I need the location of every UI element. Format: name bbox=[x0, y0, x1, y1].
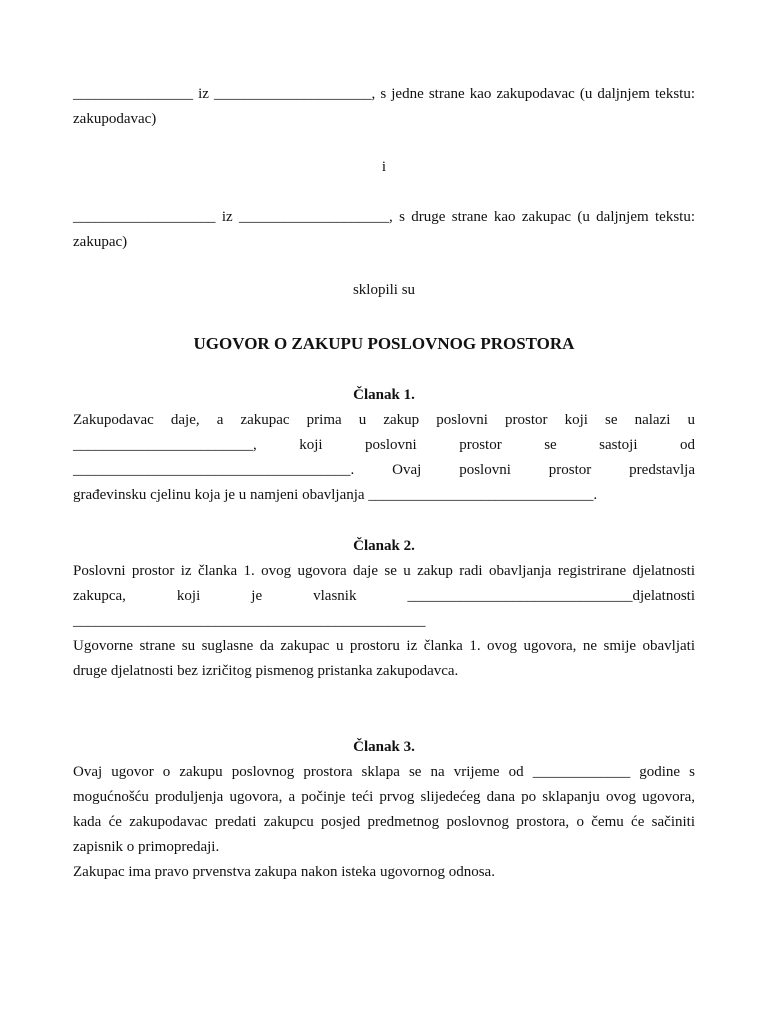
article-3-line: zapisnik o primopredaji. bbox=[73, 839, 220, 855]
concluded-text: sklopili su bbox=[352, 282, 416, 298]
article-3-line: Zakupac ima pravo prvenstva zakupa nakon isteka ugovornog odnosa. bbox=[73, 864, 495, 880]
article-2-line: Poslovni prostor iz članka 1. ovog ugovora daje se u zakup radi obavljanja registrirane djelatnosti bbox=[73, 563, 695, 579]
article-1-body bbox=[73, 408, 695, 508]
lessee-line: ___________________ iz ____________________, s druge strane kao zakupac (u daljnjem tekstu: bbox=[73, 209, 695, 225]
article-3-line: mogućnošću produljenja ugovora, a počinje teći prvog slijedećeg dana po sklapanju ovog ugovora, bbox=[73, 789, 695, 805]
lessor-line: ________________ iz _____________________, s jedne strane kao zakupodavac (u daljnjem tekstu: bbox=[73, 86, 695, 102]
article-1-heading: Članak 1. bbox=[353, 387, 415, 403]
article-3-heading: Članak 3. bbox=[353, 739, 415, 755]
article-1-line: građevinsku cjelinu koja je u namjeni obavljanja ______________________________. bbox=[73, 487, 598, 503]
article-1-line: Zakupodavac daje, a zakupac prima u zakup poslovni prostor koji se nalazi u bbox=[73, 412, 695, 428]
article-1-line: _____________________________________. Ovaj poslovni prostor predstavlja bbox=[73, 462, 695, 478]
article-1-line: ________________________, koji poslovni prostor se sastoji od bbox=[73, 437, 695, 453]
document-title: UGOVOR O ZAKUPU POSLOVNOG PROSTORA bbox=[193, 334, 575, 353]
lessor-line-continuation: zakupodavac) bbox=[73, 111, 157, 127]
article-2-line: _______________________________________________ bbox=[73, 613, 426, 629]
article-2-line: zakupca, koji je vlasnik ______________________________djelatnosti bbox=[73, 588, 695, 604]
article-3-line: kada će zakupodavac predati zakupcu posjed predmetnog poslovnog prostora, o čemu će sačiniti bbox=[73, 814, 695, 830]
lessee-line-continuation: zakupac) bbox=[73, 234, 128, 250]
article-2-body bbox=[73, 559, 695, 684]
article-2-line: druge djelatnosti bez izričitog pismenog pristanka zakupodavca. bbox=[73, 663, 459, 679]
article-3-body bbox=[73, 760, 695, 885]
conjunction: i bbox=[381, 159, 387, 175]
article-2-line: Ugovorne strane su suglasne da zakupac u prostoru iz članka 1. ovog ugovora, ne smije obavljati bbox=[73, 638, 695, 654]
article-2-heading: Članak 2. bbox=[353, 538, 415, 554]
contract-page bbox=[73, 80, 695, 885]
article-3-line: Ovaj ugovor o zakupu poslovnog prostora sklapa se na vrijeme od _____________ godine s bbox=[73, 764, 695, 780]
